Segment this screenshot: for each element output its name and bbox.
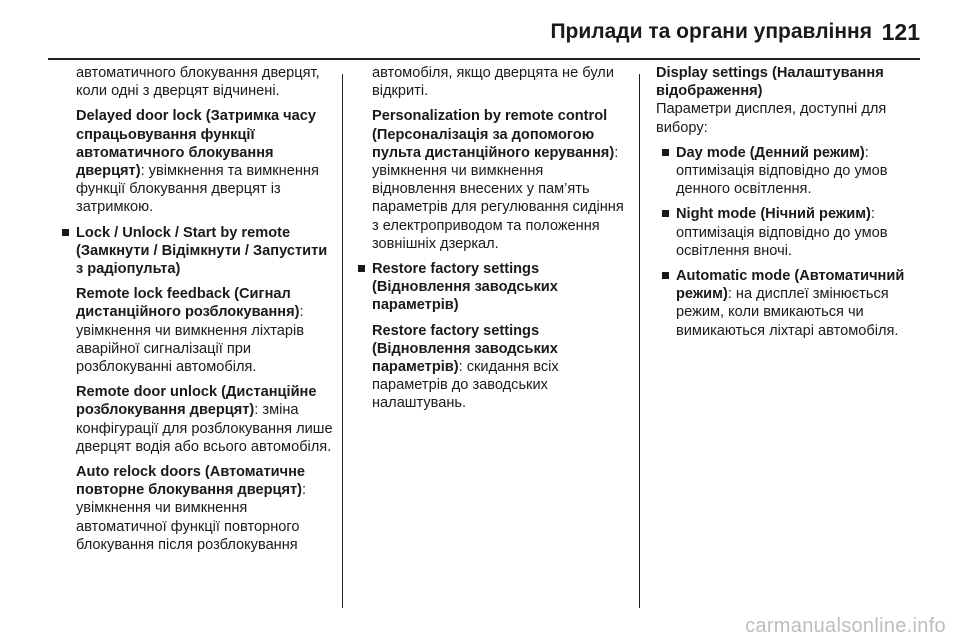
- delayed-door-lock-item: [76, 107, 334, 216]
- day-mode-bullet: [662, 144, 920, 199]
- text-column-2: [372, 64, 630, 420]
- display-settings-desc: Параметри дисплея, доступні для вибору:: [656, 101, 887, 136]
- restore-factory-bullet: [358, 260, 630, 315]
- restore-factory-desc: : скидання всіх параметрів до заводських налаштувань.: [372, 359, 559, 412]
- column-divider-1: [342, 74, 343, 608]
- personalization-item: [372, 107, 630, 253]
- restore-factory-bullet-title: Restore factory settings (Відновлення заводських параметрів): [372, 261, 558, 314]
- remote-lock-feedback-title: Remote lock feedback (Сигнал дистанційного розблокування): [76, 286, 300, 321]
- day-mode-title: Day mode (Денний режим): [676, 144, 865, 161]
- remote-lock-feedback-desc: : увімкнення чи вимкнення ліхтарів аварійної сигналізації при розблокуванні автомобіля.: [76, 304, 304, 376]
- page-header-title: Прилади та органи управління: [550, 20, 872, 43]
- bullet-square-icon: [62, 229, 69, 236]
- lock-unlock-title: Lock / Unlock / Start by remote (Замкнути / Відімкнути / Запустити з радіопульта): [76, 224, 328, 278]
- watermark-text: carmanualsonline.info: [745, 615, 946, 637]
- remote-door-unlock-desc: : зміна конфігурації для розблокування лише дверцят водія або всього автомобіля.: [76, 402, 333, 455]
- restore-factory-item: [372, 322, 630, 413]
- display-settings-heading: [656, 64, 920, 137]
- night-mode-desc: : оптимізація відповідно до умов освітлення вночі.: [676, 206, 888, 259]
- bullet-square-icon: [662, 149, 669, 156]
- personalization-title: Personalization by remote control (Персоналізація за допомогою пульта дистанційного керування): [372, 108, 615, 161]
- automatic-mode-desc: : на дисплеї змінюється режим, коли вмикаються чи вимикаються ліхтарі автомобіля.: [676, 286, 899, 339]
- col2-intro: автомобіля, якщо дверцята не були відкриті.: [372, 65, 614, 100]
- page-number: 121: [881, 19, 920, 45]
- text-column-3: [656, 64, 920, 347]
- bullet-square-icon: [358, 265, 365, 272]
- night-mode-bullet: [662, 205, 920, 260]
- column-divider-2: [639, 74, 640, 608]
- automatic-mode-bullet: [662, 267, 920, 340]
- auto-relock-item: [76, 463, 334, 554]
- restore-factory-title: Restore factory settings (Відновлення заводських параметрів): [372, 322, 558, 376]
- delayed-door-lock-desc: : увімкнення та вимкнення функції блокування дверцят із затримкою.: [76, 163, 319, 216]
- col1-intro: автоматичного блокування дверцят, коли одні з дверцят відчинені.: [76, 65, 320, 100]
- delayed-door-lock-title: Delayed door lock (Затримка часу спрацьовування функції автоматичного блокування дверцят): [76, 108, 317, 180]
- bullet-square-icon: [662, 272, 669, 279]
- remote-lock-feedback-item: [76, 285, 334, 376]
- personalization-desc: : увімкнення чи вимкнення відновлення внесених у пам’ять параметрів для регулювання сидіння з електроприводом та положення зовнішніх дзеркал.: [372, 144, 624, 252]
- remote-door-unlock-title: Remote door unlock (Дистанційне розблокування дверцят): [76, 384, 317, 419]
- auto-relock-title: Auto relock doors (Автоматичне повторне блокування дверцят): [76, 464, 306, 499]
- automatic-mode-title: Automatic mode (Автоматичний режим): [676, 268, 905, 303]
- auto-relock-desc: : увімкнення чи вимкнення автоматичної функції повторного блокування після розблокування: [76, 482, 307, 553]
- text-column-1: [76, 64, 334, 561]
- display-settings-title: Display settings (Налаштування відображення): [656, 65, 884, 100]
- night-mode-title: Night mode (Нічний режим): [676, 206, 871, 223]
- remote-door-unlock-item: [76, 383, 334, 456]
- header-rule: [48, 58, 920, 60]
- day-mode-desc: : оптимізація відповідно до умов денного освітлення.: [676, 144, 888, 198]
- lock-unlock-bullet: [62, 224, 334, 279]
- bullet-square-icon: [662, 210, 669, 217]
